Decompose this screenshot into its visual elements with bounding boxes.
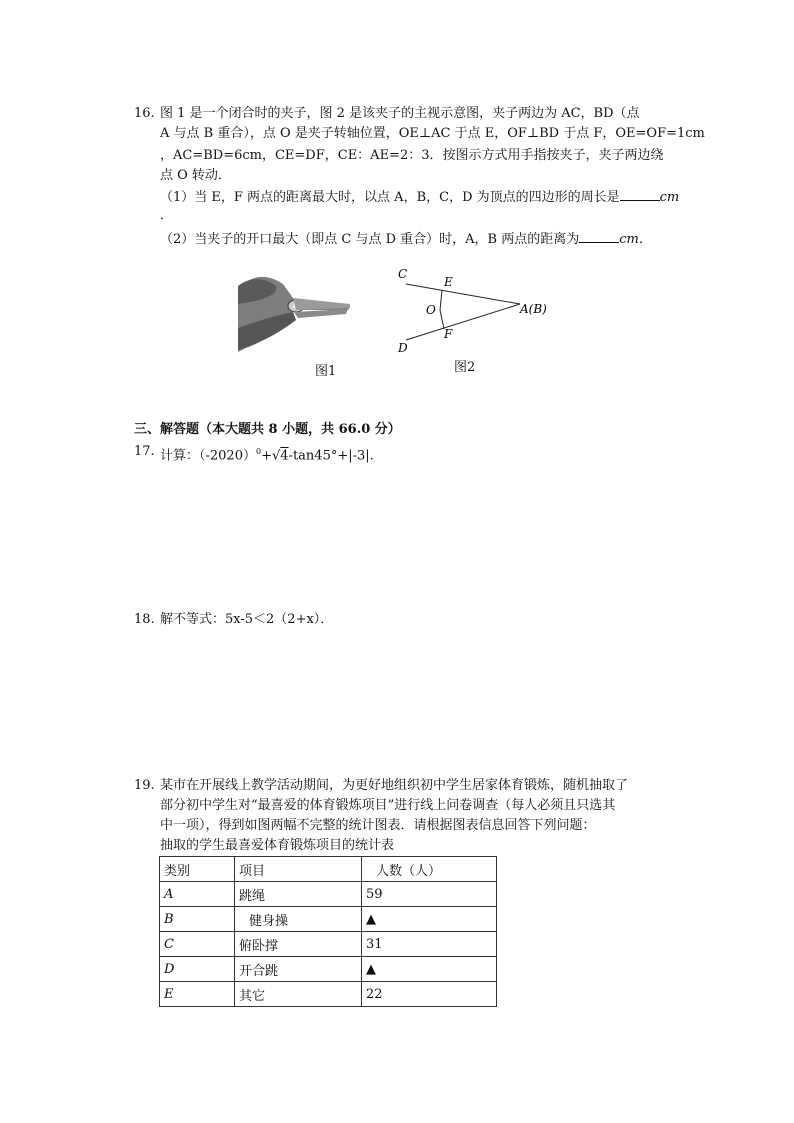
q16-line4: 点 O 转动．	[160, 168, 231, 183]
table-cell: B	[160, 907, 235, 932]
q18-number: 18.	[134, 612, 155, 627]
q17-prefix: 计算：（-2020）	[160, 448, 256, 464]
table-cell: 跳绳	[235, 882, 362, 907]
table-cell: 22	[362, 982, 497, 1007]
q17-sqrt-arg: 4	[280, 448, 289, 464]
table-cell: ▲	[362, 907, 497, 932]
q16-part2-unit: cm．	[619, 232, 652, 247]
figure2-diagram	[392, 262, 562, 357]
table-cell: E	[160, 982, 235, 1007]
q19-line2: 部分初中学生对“最喜爱的体育锻炼项目”进行线上问卷调查（每人必须且只选其	[160, 798, 616, 813]
q16-part2	[160, 230, 652, 250]
label-D: D	[398, 341, 408, 355]
q17-number: 17.	[134, 444, 155, 459]
label-AB: A(B)	[520, 302, 547, 316]
sqrt-icon: √	[271, 448, 281, 464]
label-O: O	[426, 303, 436, 317]
table-cell: 健身操	[235, 907, 362, 932]
q16-part2-text: （2）当夹子的开口最大（即点 C 与点 D 重合）时，A，B 两点的距离为	[160, 232, 580, 247]
header-item: 项目	[235, 857, 362, 882]
section3-heading: 三、解答题（本大题共 8 小题，共 66.0 分）	[134, 422, 401, 437]
table-row	[160, 957, 497, 982]
q16-part1-unit: cm	[659, 190, 680, 205]
label-F: F	[444, 327, 453, 341]
label-E: E	[444, 275, 453, 289]
table-row	[160, 982, 497, 1007]
q16-number: 16.	[134, 106, 155, 121]
header-category: 类别	[160, 857, 235, 882]
q19-number: 19.	[134, 778, 155, 793]
table-row	[160, 907, 497, 932]
table-cell: A	[160, 882, 235, 907]
q16-line1: 图 1 是一个闭合时的夹子，图 2 是该夹子的主视示意图，夹子两边为 AC，BD（点	[160, 106, 640, 121]
q19-line1: 某市在开展线上教学活动期间，为更好地组织初中学生居家体育锻炼，随机抽取了	[160, 778, 629, 793]
header-count: 人数（人）	[362, 857, 497, 882]
table-row	[160, 882, 497, 907]
q16-line2: A 与点 B 重合），点 O 是夹子转轴位置，OE⊥AC 于点 E，OF⊥BD 于点 F，OE=OF=1cm	[160, 126, 705, 141]
table-header-row	[160, 857, 497, 882]
table-cell: 31	[362, 932, 497, 957]
table-cell: ▲	[362, 957, 497, 982]
q16-part1-end: ．	[160, 208, 174, 223]
table-cell: 开合跳	[235, 957, 362, 982]
q17-plus: +	[261, 448, 272, 464]
q16-line3: ，AC=BD=6cm，CE=DF，CE：AE=2：3．按图示方式用手指按夹子，夹子两边绕	[160, 148, 664, 163]
figure1-caption: 图1	[315, 364, 337, 379]
table-row	[160, 932, 497, 957]
q19-table-title: 抽取的学生最喜爱体育锻炼项目的统计表	[160, 838, 395, 853]
figure1-clip-photo	[238, 268, 353, 352]
q18-text: 解不等式：5x-5＜2（2+x）．	[160, 612, 334, 627]
stats-table	[159, 856, 497, 1007]
figure2-caption: 图2	[454, 360, 476, 375]
q17-expression	[160, 442, 374, 466]
q19-line3: 中一项），得到如图两幅不完整的统计图表．请根据图表信息回答下列问题：	[160, 818, 596, 833]
label-C: C	[398, 267, 408, 281]
table-cell: D	[160, 957, 235, 982]
table-cell: 俯卧撑	[235, 932, 362, 957]
answer-blank-2[interactable]	[579, 230, 619, 243]
table-cell: 59	[362, 882, 497, 907]
table-cell: C	[160, 932, 235, 957]
table-cell: 其它	[235, 982, 362, 1007]
q16-part1	[160, 188, 679, 208]
answer-blank-1[interactable]	[620, 188, 660, 201]
q16-part1-text: （1）当 E，F 两点的距离最大时，以点 A，B，C，D 为顶点的四边形的周长是	[160, 190, 620, 205]
q17-exponent: 0	[255, 447, 262, 456]
q17-rest: -tan45°+|-3|.	[288, 448, 374, 464]
